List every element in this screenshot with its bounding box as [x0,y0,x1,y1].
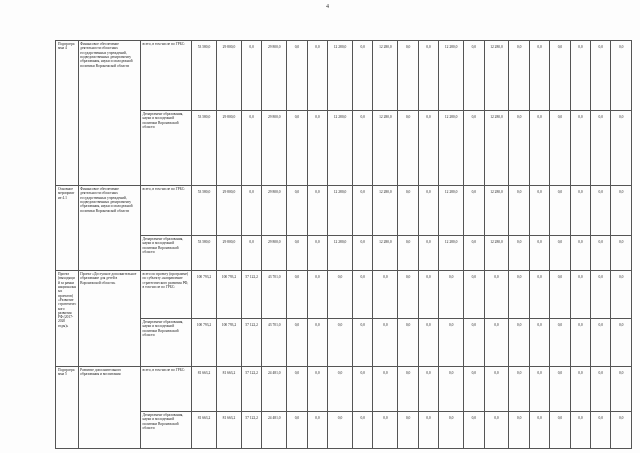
amount-cell: 0,0 [591,41,611,111]
amount-cell: 0,0 [464,41,484,111]
amount-cell: 0,0 [570,412,590,449]
amount-cell: 0,0 [570,367,590,412]
amount-cell: 12 280,0 [439,41,464,111]
amount-cell: 12 280,0 [328,186,353,236]
amount-cell: 0,0 [591,111,611,186]
amount-cell: 0,0 [570,111,590,186]
amount-cell: 24 481,0 [262,412,287,449]
amount-cell: 0,0 [287,41,307,111]
amount-cell: 0,0 [328,319,353,367]
amount-cell: 0,0 [418,236,438,271]
amount-cell: 0,0 [241,236,261,271]
amount-cell: 0,0 [550,41,570,111]
executor-cell: всего, в том числе по ГРБС: [141,367,192,412]
amount-cell: 0,0 [464,319,484,367]
amount-cell: 0,0 [418,186,438,236]
amount-cell: 0,0 [307,271,327,319]
program-name-cell: Развитие дополнительного образования и воспитания [78,367,140,449]
amount-cell: 0,0 [439,319,464,367]
amount-cell: 0,0 [484,412,509,449]
program-status-cell: Основное мероприятие 4.1 [56,186,79,271]
amount-cell: 12 280,0 [328,236,353,271]
amount-cell: 0,0 [550,412,570,449]
amount-cell: 81 663,2 [216,412,241,449]
amount-cell: 0,0 [353,236,373,271]
amount-cell: 0,0 [418,41,438,111]
amount-cell: 0,0 [464,186,484,236]
amount-cell: 29 800,0 [262,41,287,111]
amount-cell: 0,0 [373,412,398,449]
amount-cell: 0,0 [328,367,353,412]
amount-cell: 0,0 [439,271,464,319]
amount-cell: 12 280,0 [484,111,509,186]
amount-cell: 12 280,0 [373,236,398,271]
amount-cell: 0,0 [529,412,549,449]
amount-cell: 0,0 [287,367,307,412]
amount-cell: 0,0 [241,41,261,111]
amount-cell: 0,0 [353,111,373,186]
amount-cell: 0,0 [484,319,509,367]
amount-cell: 0,0 [570,236,590,271]
page-number: 4 [326,4,329,10]
amount-cell: 0,0 [464,271,484,319]
amount-cell: 0,0 [439,367,464,412]
amount-cell: 43 701,0 [262,271,287,319]
amount-cell: 0,0 [550,236,570,271]
amount-cell: 0,0 [398,367,418,412]
executor-cell: Департамент образования, науки и молодежной политики Воронежской области [141,412,192,449]
amount-cell: 0,0 [509,412,529,449]
program-name-cell: Финансовое обеспечение деятельности областных государственных учреждений, подведомственных департаменту образования, науки и молодежной политики Воронежской области [78,186,140,271]
table-row [56,319,632,367]
amount-cell: 12 280,0 [373,111,398,186]
amount-cell: 0,0 [398,41,418,111]
amount-cell: 0,0 [529,319,549,367]
amount-cell: 0,0 [398,111,418,186]
budget-table [55,40,632,449]
amount-cell: 0,0 [307,236,327,271]
amount-cell: 0,0 [509,111,529,186]
amount-cell: 0,0 [611,319,632,367]
amount-cell: 12 280,0 [328,41,353,111]
amount-cell: 0,0 [529,111,549,186]
amount-cell: 100 793,2 [192,271,217,319]
program-name-cell: Финансовое обеспечение деятельности областных государственных учреждений, подведомственных департаменту образования, науки и молодежной политики Воронежской области [78,41,140,186]
amount-cell: 0,0 [484,271,509,319]
amount-cell: 0,0 [529,41,549,111]
amount-cell: 0,0 [570,41,590,111]
amount-cell: 0,0 [509,186,529,236]
executor-cell: всего, в том числе по ГРБС: [141,41,192,111]
amount-cell: 0,0 [591,271,611,319]
amount-cell: 0,0 [439,412,464,449]
table-row [56,367,632,412]
amount-cell: 0,0 [509,236,529,271]
amount-cell: 0,0 [398,319,418,367]
amount-cell: 0,0 [529,271,549,319]
amount-cell: 12 280,0 [373,41,398,111]
amount-cell: 0,0 [418,412,438,449]
amount-cell: 81 663,2 [192,367,217,412]
amount-cell: 29 800,0 [262,236,287,271]
amount-cell: 0,0 [418,271,438,319]
amount-cell: 0,0 [464,111,484,186]
amount-cell: 12 280,0 [484,236,509,271]
amount-cell: 29 800,0 [216,186,241,236]
amount-cell: 12 280,0 [439,186,464,236]
amount-cell: 81 663,2 [192,412,217,449]
amount-cell: 0,0 [550,367,570,412]
amount-cell: 29 800,0 [216,236,241,271]
amount-cell: 0,0 [328,271,353,319]
amount-cell: 12 280,0 [328,111,353,186]
program-status-cell: Проект (выходящий за рамки национальных проектов) «Развитие стратегического развития РФ (2017-2020 годы)» [56,271,79,367]
amount-cell: 0,0 [353,367,373,412]
amount-cell: 0,0 [353,271,373,319]
amount-cell: 12 280,0 [484,186,509,236]
amount-cell: 0,0 [591,412,611,449]
amount-cell: 12 280,0 [439,236,464,271]
table-row [56,41,632,111]
amount-cell: 0,0 [611,236,632,271]
amount-cell: 0,0 [307,186,327,236]
amount-cell: 0,0 [591,236,611,271]
amount-cell: 0,0 [353,412,373,449]
program-name-cell: Проект «Доступное дополнительное образование для детей в Воронежской области» [78,271,140,367]
amount-cell: 0,0 [307,41,327,111]
amount-cell: 53 580,0 [192,186,217,236]
table-row [56,412,632,449]
amount-cell: 0,0 [611,111,632,186]
amount-cell: 0,0 [307,412,327,449]
table-row [56,271,632,319]
amount-cell: 29 800,0 [262,186,287,236]
executor-cell: Департамент образования, науки и молодежной политики Воронежской области [141,111,192,186]
amount-cell: 53 580,0 [192,236,217,271]
table-row [56,236,632,271]
amount-cell: 0,0 [550,186,570,236]
budget-table-body [56,41,632,449]
amount-cell: 0,0 [591,319,611,367]
table-row [56,111,632,186]
amount-cell: 0,0 [373,271,398,319]
amount-cell: 0,0 [241,186,261,236]
amount-cell: 0,0 [307,367,327,412]
amount-cell: 0,0 [373,319,398,367]
amount-cell: 0,0 [418,319,438,367]
amount-cell: 0,0 [484,367,509,412]
amount-cell: 12 280,0 [373,186,398,236]
amount-cell: 0,0 [398,271,418,319]
amount-cell: 24 481,0 [262,367,287,412]
amount-cell: 57 122,2 [241,319,261,367]
amount-cell: 0,0 [570,186,590,236]
amount-cell: 0,0 [307,319,327,367]
executor-cell: Департамент образования, науки и молодежной политики Воронежской области [141,236,192,271]
amount-cell: 0,0 [591,367,611,412]
amount-cell: 0,0 [570,271,590,319]
amount-cell: 0,0 [287,319,307,367]
amount-cell: 0,0 [509,367,529,412]
program-status-cell: Подпрограмма 4 [56,41,79,186]
amount-cell: 0,0 [464,412,484,449]
amount-cell: 0,0 [509,271,529,319]
amount-cell: 29 800,0 [216,111,241,186]
amount-cell: 0,0 [418,367,438,412]
table-row [56,186,632,236]
amount-cell: 100 793,2 [216,271,241,319]
amount-cell: 0,0 [328,412,353,449]
executor-cell: всего по проекту (программе) по субъекту «направление стратегического развития РФ, в том числе по ГРБС: [141,271,192,319]
amount-cell: 53 580,0 [192,111,217,186]
amount-cell: 0,0 [287,186,307,236]
amount-cell: 0,0 [353,319,373,367]
amount-cell: 0,0 [591,186,611,236]
amount-cell: 43 701,0 [262,319,287,367]
amount-cell: 0,0 [398,186,418,236]
amount-cell: 0,0 [287,271,307,319]
amount-cell: 0,0 [550,319,570,367]
amount-cell: 0,0 [611,412,632,449]
amount-cell: 0,0 [307,111,327,186]
amount-cell: 0,0 [611,271,632,319]
amount-cell: 0,0 [529,186,549,236]
amount-cell: 0,0 [353,186,373,236]
amount-cell: 57 122,2 [241,271,261,319]
amount-cell: 0,0 [373,367,398,412]
amount-cell: 100 793,2 [192,319,217,367]
executor-cell: всего, в том числе по ГРБС: [141,186,192,236]
amount-cell: 0,0 [464,236,484,271]
amount-cell: 0,0 [398,412,418,449]
amount-cell: 29 800,0 [262,111,287,186]
amount-cell: 0,0 [287,111,307,186]
amount-cell: 81 663,2 [216,367,241,412]
amount-cell: 0,0 [611,41,632,111]
amount-cell: 57 122,2 [241,367,261,412]
amount-cell: 100 793,2 [216,319,241,367]
amount-cell: 0,0 [353,41,373,111]
amount-cell: 0,0 [529,367,549,412]
amount-cell: 0,0 [241,111,261,186]
amount-cell: 0,0 [464,367,484,412]
amount-cell: 0,0 [611,186,632,236]
executor-cell: Департамент образования, науки и молодежной политики Воронежской области [141,319,192,367]
amount-cell: 0,0 [287,412,307,449]
amount-cell: 0,0 [570,319,590,367]
amount-cell: 0,0 [550,111,570,186]
amount-cell: 0,0 [287,236,307,271]
amount-cell: 0,0 [509,319,529,367]
amount-cell: 29 800,0 [216,41,241,111]
amount-cell: 12 280,0 [484,41,509,111]
amount-cell: 0,0 [509,41,529,111]
amount-cell: 0,0 [550,271,570,319]
program-status-cell: Подпрограмма 5 [56,367,79,449]
amount-cell: 57 122,2 [241,412,261,449]
amount-cell: 0,0 [611,367,632,412]
amount-cell: 0,0 [529,236,549,271]
amount-cell: 12 280,0 [439,111,464,186]
amount-cell: 0,0 [398,236,418,271]
amount-cell: 0,0 [418,111,438,186]
amount-cell: 53 580,0 [192,41,217,111]
